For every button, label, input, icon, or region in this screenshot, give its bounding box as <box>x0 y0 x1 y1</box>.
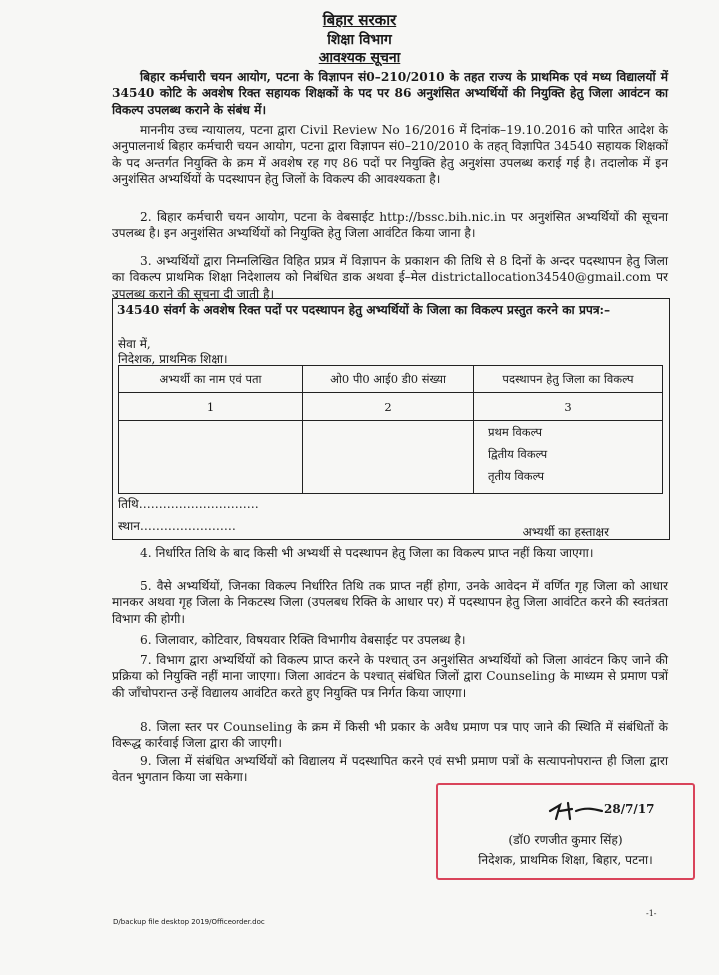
form-seva: सेवा में, <box>118 337 151 351</box>
second-option: द्वितीय विकल्प <box>488 447 548 461</box>
column-number-3: 3 <box>474 393 663 421</box>
handwritten-signature-icon <box>546 797 666 827</box>
form-date: तिथि………………………… <box>118 497 259 511</box>
paragraph-5: 5. वैसे अभ्यर्थियों, जिनका विकल्प निर्धारित तिथि तक प्राप्त नहीं होगा, उनके आवेदन में वर्णित गृह जिला को आधार मानकर अथवा गृह जिला के निकटस्थ जिला (उपलबध रिक्ति के आधार पर) में पदस्थापन हेतु जिला आवंटित करने की स्वतंत्रता विभाग की होगी। <box>112 579 668 626</box>
govt-heading: बिहार सरकार <box>322 11 397 29</box>
opid-cell <box>303 421 474 494</box>
signature-date: 28/7/17 <box>604 802 655 816</box>
notice-heading: आवश्यक सूचना <box>318 50 401 66</box>
column-header-name: अभ्यर्थी का नाम एवं पता <box>119 366 303 393</box>
signatory-name: (डॉ0 रणजीत कुमार सिंह) <box>508 833 623 847</box>
column-number-1: 1 <box>119 393 303 421</box>
district-option-form <box>112 298 670 540</box>
third-option: तृतीय विकल्प <box>488 469 545 483</box>
paragraph-7: 7. विभाग द्वारा अभ्यर्थियों को विकल्प प्राप्त करने के पश्चात् उन अनुशंसित अभ्यर्थियों को जिला आवंटन किए जाने की प्रक्रिया को नियुक्ति नहीं माना जाएगा। जिला आवंटन के पश्चात् संबंधित जिलों द्वारा Counseling के माध्यम से प्रमाण पत्रों की जाँचोपरान्त उन्हें विद्यालय आवंटित करते हुए नियुक्ति पत्र निर्गत किया जाएगा। <box>112 653 668 700</box>
form-place: स्थान…………………… <box>118 519 236 533</box>
paragraph-1: माननीय उच्च न्यायालय, पटना द्वारा Civil Review No 16/2016 में दिनांक–19.10.2016 को पारित आदेश के अनुपालनार्थ बिहार कर्मचारी चयन आयोग, पटना द्वारा विज्ञापन सं0–210/2010 के तहत् विज्ञापित 34540 सहायक शिक्षकों के पद अन्तर्गत नियुक्ति के क्रम में अवशेष रह गए 86 पदों पर नियुक्ति हेतु अनुशंसा उपलब्ध कराई गई है। तदालोक में इन अनुशंसित अभ्यर्थियों के पदस्थापन हेतु जिलों के विकल्प की आवश्यकता है। <box>112 123 668 186</box>
department-heading: शिक्षा विभाग <box>327 32 392 48</box>
form-table <box>118 365 663 494</box>
paragraph-8: 8. जिला स्तर पर Counseling के क्रम में किसी भी प्रकार के अवैध प्रमाण पत्र पाए जाने की स्थिति में संबंधितों के विरूद्ध कार्रवाई जिला द्वारा की जाएगी। <box>112 720 668 751</box>
name-cell <box>119 421 303 494</box>
form-title: 34540 संवर्ग के अवशेष रिक्त पदों पर पदस्थापन हेतु अभ्यर्थियों के जिला का विकल्प प्रस्तुत करने का प्रपत्र:– <box>117 303 611 317</box>
column-header-district: पदस्थापन हेतु जिला का विकल्प <box>474 366 663 393</box>
file-path: D/backup file desktop 2019/Officeorder.doc <box>113 918 265 926</box>
page-number: -1- <box>646 909 657 918</box>
paragraph-9: 9. जिला में संबंधित अभ्यर्थियों को विद्यालय में पदस्थापित करने एवं सभी प्रमाण पत्रों के सत्यापनोपरान्त ही जिला द्वारा वेतन भुगतान किया जा सकेगा। <box>112 754 668 785</box>
candidate-signature-label: अभ्यर्थी का हस्ताक्षर <box>522 525 609 539</box>
form-addressee: निदेशक, प्राथमिक शिक्षा। <box>118 352 228 366</box>
signatory-designation: निदेशक, प्राथमिक शिक्षा, बिहार, पटना। <box>478 853 653 867</box>
subject-paragraph: बिहार कर्मचारी चयन आयोग, पटना के विज्ञापन सं0–210/2010 के तहत राज्य के प्राथमिक एवं मध्य विद्यालयों में 34540 कोटि के अवशेष रिक्त सहायक शिक्षकों के पद पर 86 अनुशंसित अभ्यर्थियों की नियुक्ति हेतु जिला आवंटन का विकल्प उपलब्ध कराने के संबंध में। <box>112 70 668 117</box>
paragraph-6: 6. जिलावार, कोटिवार, विषयवार रिक्ति विभागीय वेबसाईट पर उपलब्ध है। <box>140 633 466 647</box>
district-options-cell <box>474 421 663 494</box>
signature-block <box>436 783 695 880</box>
paragraph-2: 2. बिहार कर्मचारी चयन आयोग, पटना के वेबसाईट http://bssc.bih.nic.in पर अनुशंसित अभ्यर्थियों की सूचना उपलब्ध है। इन अनुशंसित अभ्यर्थियों को नियुक्ति हेतु जिला आवंटित किया जाना है। <box>112 210 668 241</box>
paragraph-3: 3. अभ्यर्थियों द्वारा निम्नलिखित विहित प्रप्रत्र में विज्ञापन के प्रकाशन की तिथि से 8 दिनों के अन्दर पदस्थापन हेतु जिला का विकल्प प्राथमिक शिक्षा निदेशालय को निबंधित डाक अथवा ई–मेल districtallocation34540@gmail.com पर उपलब्ध कराने की सूचना दी जाती है। <box>112 254 668 301</box>
column-header-opid: ओ0 पी0 आई0 डी0 संख्या <box>303 366 474 393</box>
first-option: प्रथम विकल्प <box>488 425 543 439</box>
paragraph-4: 4. निर्धारित तिथि के बाद किसी भी अभ्यर्थी से पदस्थापन हेतु जिला का विकल्प प्राप्त नहीं किया जाएगा। <box>140 546 594 560</box>
column-number-2: 2 <box>303 393 474 421</box>
